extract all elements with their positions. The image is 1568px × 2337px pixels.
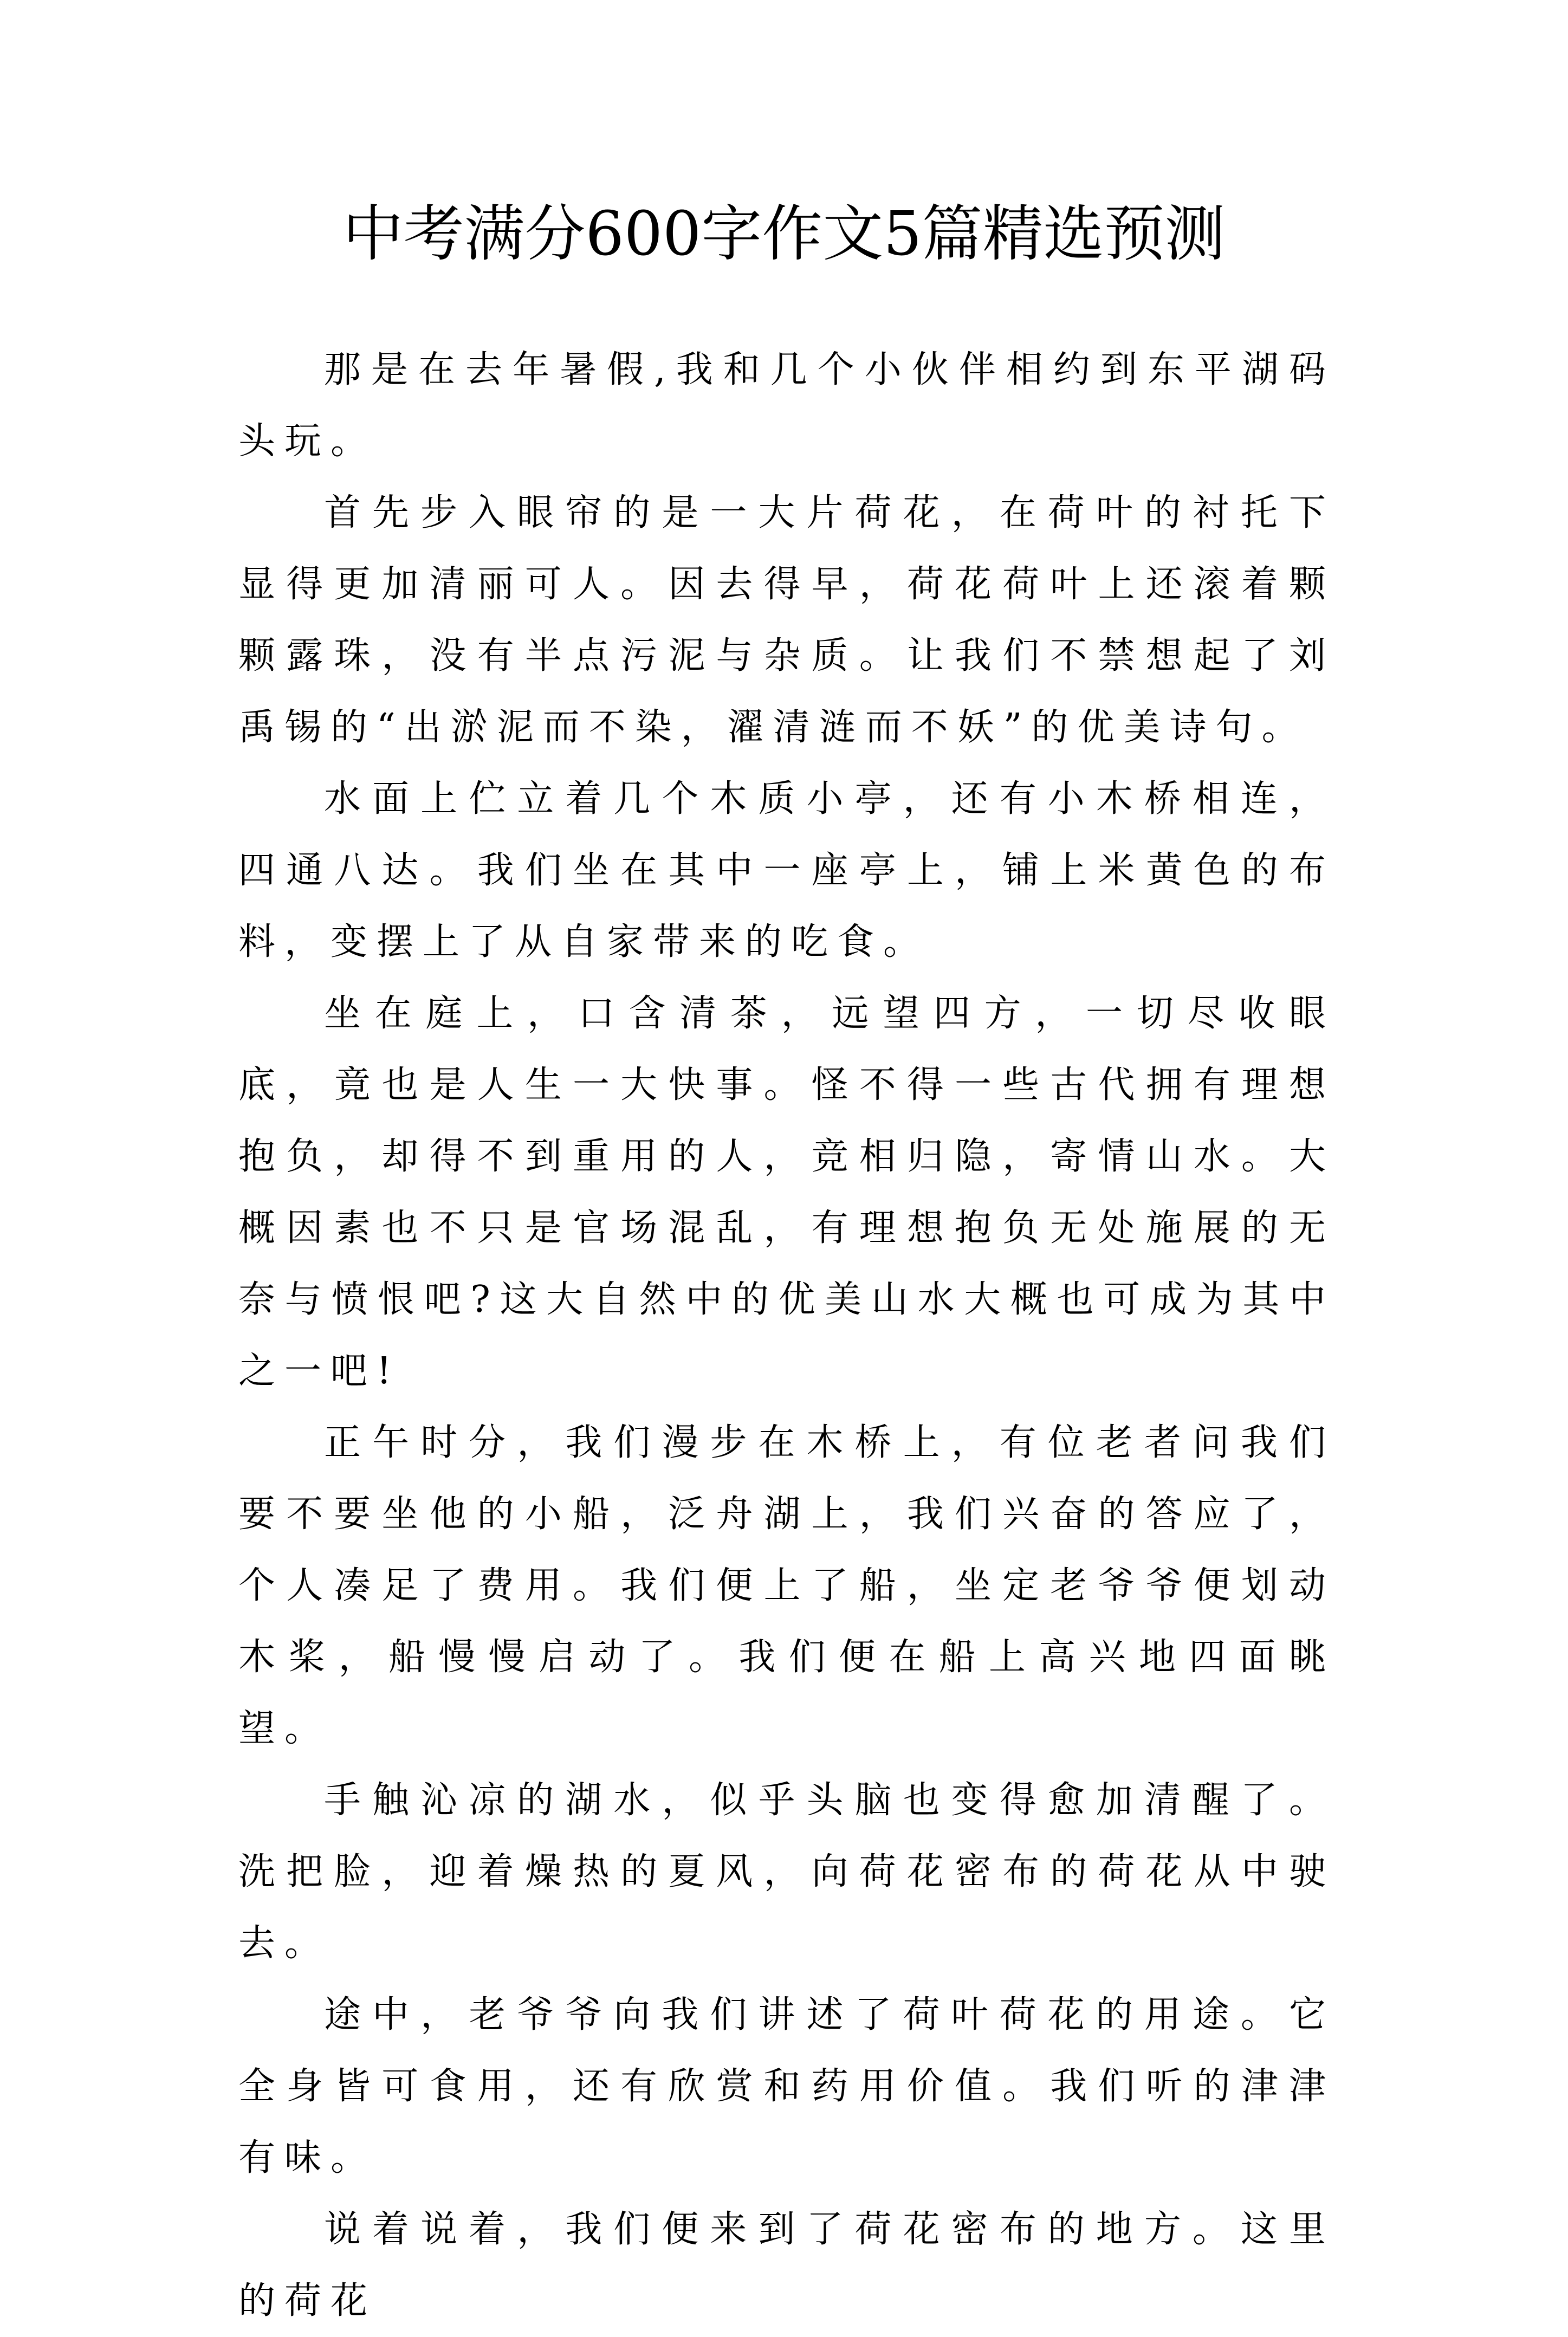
paragraph: 首先步入眼帘的是一大片荷花，在荷叶的衬托下显得更加清丽可人。因去得早，荷花荷叶上还滚着颗颗露珠，没有半点污泥与杂质。让我们不禁想起了刘禹锡的“出淤泥而不染，濯清涟而不妖”的优美诗句。: [238, 491, 1335, 749]
paragraph: 正午时分，我们漫步在木桥上，有位老者问我们要不要坐他的小船，泛舟湖上，我们兴奋的答应了，个人凑足了费用。我们便上了船，坐定老爷爷便划动木桨，船慢慢启动了。我们便在船上高兴地四面眺望。: [238, 1421, 1335, 1750]
paragraph: 途中，老爷爷向我们讲述了荷叶荷花的用途。它全身皆可食用，还有欣赏和药用价值。我们听的津津有味。: [238, 1993, 1335, 2179]
paragraph: 手触沁凉的湖水，似乎头脑也变得愈加清醒了。洗把脸，迎着燥热的夏风，向荷花密布的荷花从中驶去。: [238, 1779, 1335, 1965]
document-title: 中考满分600字作文5篇精选预测: [342, 199, 1226, 269]
paragraph: 说着说着，我们便来到了荷花密布的地方。这里的荷花: [238, 2208, 1335, 2322]
paragraph: 那是在去年暑假,我和几个小伙伴相约到东平湖码头玩。: [238, 348, 1335, 463]
document-body: [238, 334, 1335, 2337]
paragraph: 水面上伫立着几个木质小亭，还有小木桥相连，四通八达。我们坐在其中一座亭上，铺上米黄色的布料，变摆上了从自家带来的吃食。: [238, 778, 1335, 963]
paragraph: 坐在庭上，口含清茶，远望四方，一切尽收眼底，竟也是人生一大快事。怪不得一些古代拥有理想抱负，却得不到重用的人，竞相归隐，寄情山水。大概因素也不只是官场混乱，有理想抱负无处施展的无奈与愤恨吧?这大自然中的优美山水大概也可成为其中之一吧!: [238, 992, 1335, 1393]
